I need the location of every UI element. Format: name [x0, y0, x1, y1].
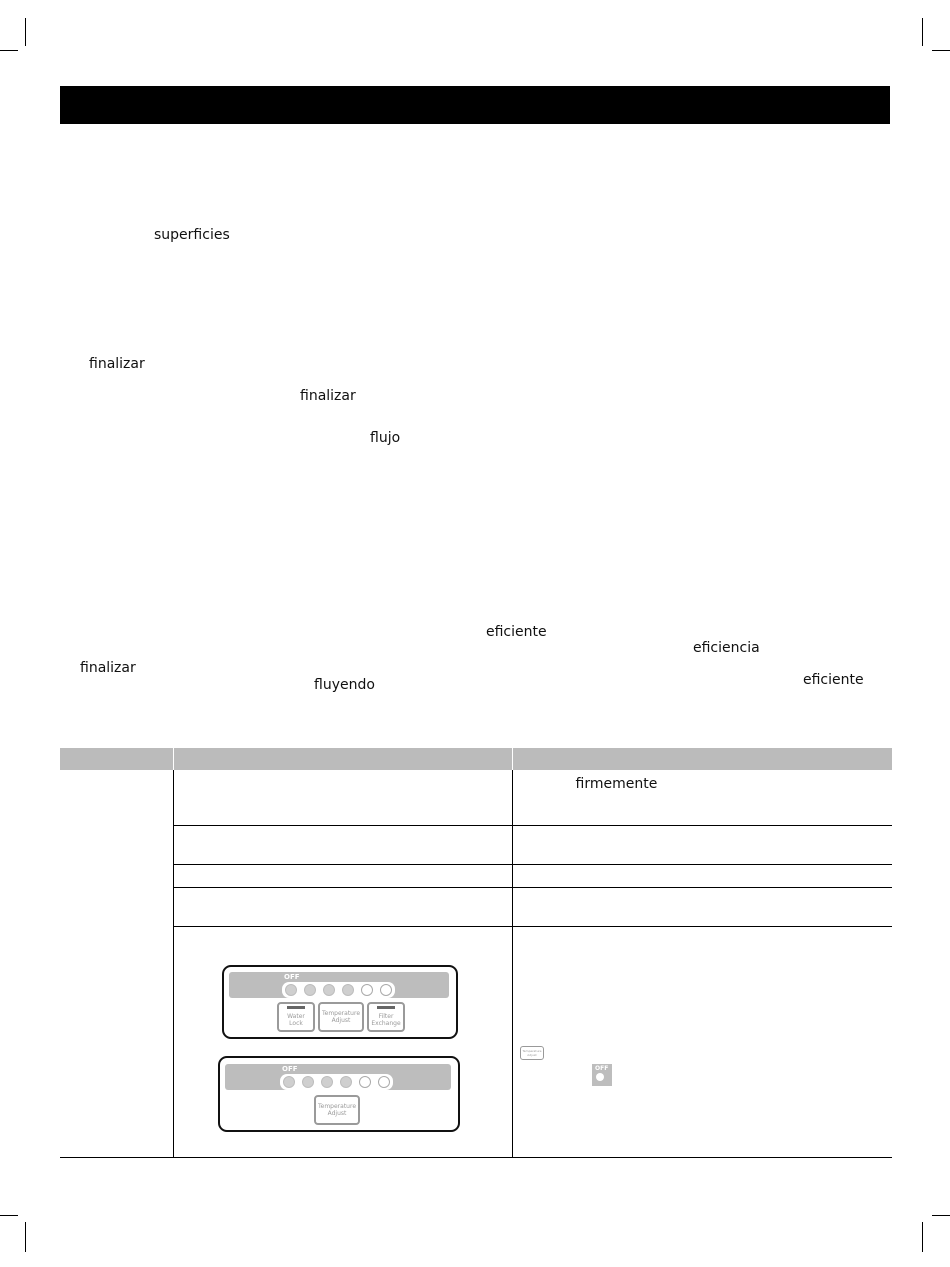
word-finalizar: finalizar: [80, 660, 136, 676]
led-indicator: [596, 1073, 604, 1081]
table-row: [60, 927, 892, 1158]
temperature-adjust-mini-icon: Temperature Adjust: [520, 1046, 544, 1060]
section-header-bar: [60, 86, 890, 124]
filter-exchange-button: Filter Exchange: [367, 1002, 405, 1032]
troubleshooting-table: [60, 748, 892, 1158]
led-indicator: [359, 1076, 371, 1088]
table-row: [60, 865, 892, 888]
word-finalizar: finalizar: [300, 388, 356, 404]
crop-mark: [25, 1222, 26, 1252]
crop-mark: [0, 1215, 18, 1216]
led-indicator: [323, 984, 335, 996]
led-indicator: [342, 984, 354, 996]
control-panel-illustration: [222, 965, 458, 1039]
led-indicator: [283, 1076, 295, 1088]
crop-mark: [922, 1222, 923, 1252]
control-panel-illustration: [218, 1056, 460, 1132]
led-indicator: [361, 984, 373, 996]
led-indicator: [285, 984, 297, 996]
crop-mark: [922, 18, 923, 46]
word-superficies: superficies: [154, 227, 230, 243]
led-row: [282, 982, 395, 998]
table-row: [60, 826, 892, 865]
led-indicator: [321, 1076, 333, 1088]
led-indicator: [378, 1076, 390, 1088]
led-indicator: [380, 984, 392, 996]
table-row: [60, 888, 892, 927]
button-indicator: [377, 1006, 395, 1009]
crop-mark: [932, 50, 950, 51]
off-label: OFF: [284, 973, 300, 981]
crop-mark: [932, 1215, 950, 1216]
off-label: OFF: [282, 1065, 298, 1073]
temperature-adjust-button: Temperature Adjust: [318, 1002, 364, 1032]
word-eficiente: eficiente: [486, 624, 547, 640]
word-firmemente: firmemente: [575, 776, 658, 792]
word-eficiencia: eficiencia: [693, 640, 760, 656]
button-indicator: [287, 1006, 305, 1009]
water-lock-button: Water Lock: [277, 1002, 315, 1032]
word-eficiente: eficiente: [803, 672, 864, 688]
off-indicator-mini-icon: OFF: [592, 1064, 612, 1086]
table-row: [60, 770, 892, 826]
crop-mark: [0, 50, 18, 51]
led-indicator: [304, 984, 316, 996]
crop-mark: [25, 18, 26, 46]
word-flujo: flujo: [370, 430, 401, 446]
temperature-adjust-button: Temperature Adjust: [314, 1095, 360, 1125]
led-indicator: [302, 1076, 314, 1088]
word-finalizar: finalizar: [89, 356, 145, 372]
led-indicator: [340, 1076, 352, 1088]
table-header-row: [60, 748, 892, 770]
word-fluyendo: fluyendo: [314, 677, 375, 693]
led-row: [280, 1074, 393, 1090]
